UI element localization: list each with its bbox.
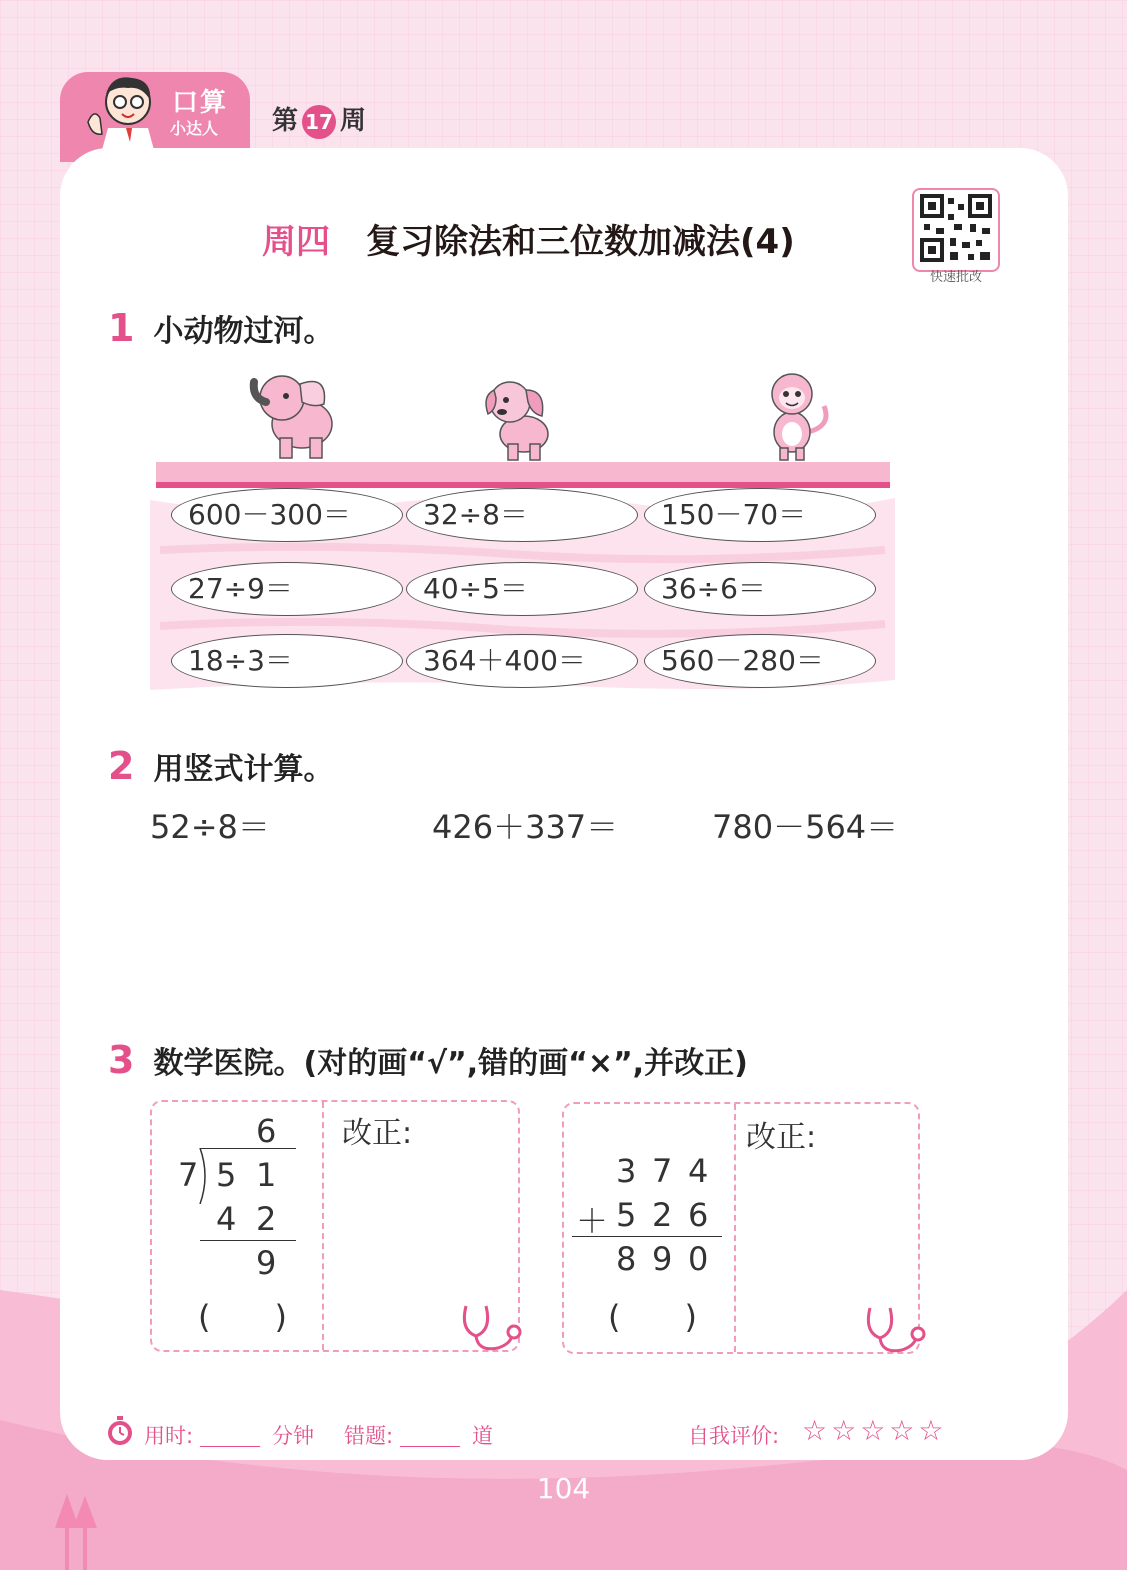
quotient-digit: 6 — [256, 1112, 277, 1150]
q1-stepping-stone[interactable]: 600－300＝ — [171, 488, 403, 542]
addend-digit: 7 — [652, 1152, 673, 1190]
brand-title: 口算 — [172, 88, 229, 118]
sum-digit: 8 — [616, 1240, 637, 1278]
stopwatch-icon — [106, 1416, 134, 1446]
self-rating-label: 自我评价: — [688, 1424, 780, 1448]
dividend-digit: 5 — [216, 1156, 237, 1194]
page-number: 104 — [536, 1472, 591, 1505]
stethoscope-icon — [862, 1304, 926, 1356]
dog-icon — [480, 376, 560, 462]
dividend-digit: 1 — [256, 1156, 277, 1194]
addend-digit: 2 — [652, 1196, 673, 1234]
question-3-header — [108, 1038, 748, 1082]
arrow-decoration-icon — [55, 1494, 105, 1570]
q1-stepping-stone[interactable]: 18÷3＝ — [171, 634, 403, 688]
q2-expression: 426＋337＝ — [432, 808, 619, 846]
correction-label: 改正: — [342, 1116, 413, 1151]
judgement-parentheses[interactable]: ( ) — [198, 1298, 287, 1336]
week-prefix: 第 — [272, 106, 299, 136]
week-indicator — [272, 100, 366, 139]
addend-digit: 6 — [688, 1196, 709, 1234]
q3-divider — [322, 1102, 324, 1350]
product-digit: 2 — [256, 1200, 277, 1238]
stethoscope-icon — [458, 1302, 522, 1354]
remainder-digit: 9 — [256, 1244, 277, 1282]
q1-stepping-stone[interactable]: 40÷5＝ — [406, 562, 638, 616]
q1-stepping-stone[interactable]: 27÷9＝ — [171, 562, 403, 616]
time-unit: 分钟 — [272, 1424, 314, 1448]
question-1-header — [108, 306, 334, 350]
rating-stars[interactable]: ☆☆☆☆☆ — [802, 1414, 948, 1447]
errors-unit: 道 — [472, 1424, 493, 1448]
correction-label: 改正: — [746, 1120, 817, 1155]
time-blank[interactable] — [200, 1446, 260, 1447]
addend-digit: 5 — [616, 1196, 637, 1234]
question-2-header — [108, 744, 334, 788]
qr-label: 快速批改 — [929, 270, 982, 285]
heading-title: 复习除法和三位数加减法(4) — [366, 222, 795, 262]
q1-stepping-stone[interactable]: 36÷6＝ — [644, 562, 876, 616]
question-2-title: 用竖式计算。 — [153, 752, 334, 787]
addend-digit: 4 — [688, 1152, 709, 1190]
sum-line — [572, 1236, 722, 1237]
q2-expression: 52÷8＝ — [150, 808, 270, 846]
q1-stepping-stone[interactable]: 364＋400＝ — [406, 634, 638, 688]
sum-digit: 0 — [688, 1240, 709, 1278]
product-digit: 4 — [216, 1200, 237, 1238]
division-bracket — [196, 1148, 210, 1204]
time-label: 用时: — [144, 1424, 194, 1448]
qr-pattern-icon — [914, 190, 998, 270]
q3-divider — [734, 1104, 736, 1352]
q1-stepping-stone[interactable]: 150－70＝ — [644, 488, 876, 542]
errors-label: 错题: — [344, 1424, 394, 1448]
question-1-title: 小动物过河。 — [153, 314, 334, 349]
question-2-number: 2 — [108, 744, 135, 788]
q1-stepping-stone[interactable]: 560－280＝ — [644, 634, 876, 688]
elephant-icon — [248, 368, 338, 460]
divisor-digit: 7 — [178, 1156, 199, 1194]
monkey-icon — [758, 370, 832, 462]
heading-day: 周四 — [262, 222, 330, 262]
boy-mascot-icon — [82, 72, 164, 150]
sum-digit: 9 — [652, 1240, 673, 1278]
week-number-badge: 17 — [302, 105, 336, 139]
judgement-parentheses[interactable]: ( ) — [608, 1298, 697, 1336]
question-3-number: 3 — [108, 1038, 135, 1082]
page-heading — [262, 214, 795, 263]
qr-code-icon[interactable] — [912, 188, 1000, 272]
errors-blank[interactable] — [400, 1446, 460, 1447]
addend-digit: 3 — [616, 1152, 637, 1190]
subtraction-line — [200, 1240, 296, 1241]
plus-operator: ＋ — [576, 1202, 609, 1240]
brand-subtitle: 小达人 — [170, 119, 219, 138]
question-1-number: 1 — [108, 306, 135, 350]
q2-expression: 780－564＝ — [712, 808, 899, 846]
q1-stepping-stone[interactable]: 32÷8＝ — [406, 488, 638, 542]
question-3-title: 数学医院。(对的画“√”,错的画“×”,并改正) — [153, 1046, 748, 1081]
division-bar — [200, 1148, 296, 1149]
week-suffix: 周 — [340, 106, 367, 136]
